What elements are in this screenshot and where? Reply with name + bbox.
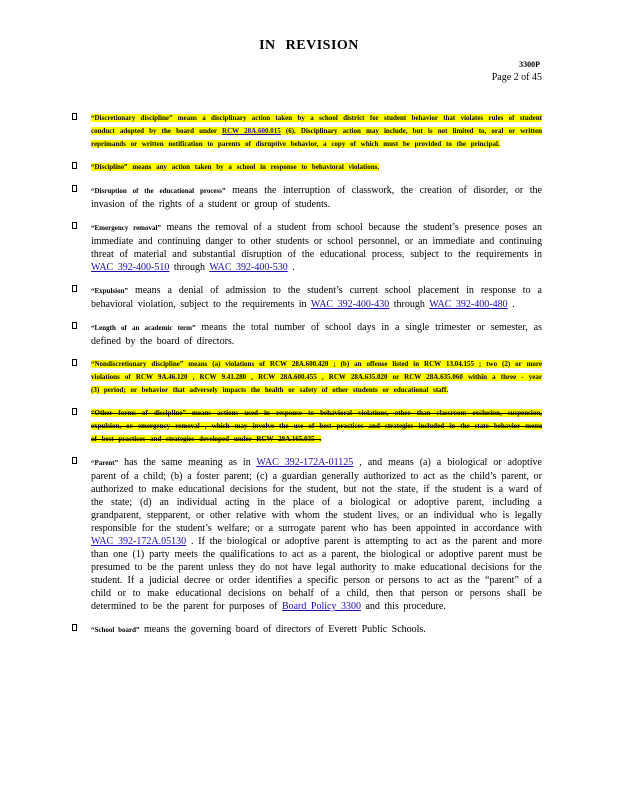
wac-link[interactable]: WAC 392-400-530 (209, 262, 288, 273)
definition-term: “Discretionary discipline” (91, 114, 173, 122)
definition-text: means the total number of school days in a single trimester or semester, as defined by the board of directors. (91, 322, 543, 347)
definition-text: has the same meaning as in (118, 457, 257, 468)
definition-text: means (a) violations of RCW 28A.600.420 ; (b) an offense listed in RCW 13.04.155 ; two (2) or more violations of RCW 9A.46.120 , RCW 9.41.280 , RCW 28A.600.455 , RCW 28A.635.020 or RCW 28A.635.060 within a three - year (3) period; or behavior that adversely impacts the health or safety of other students or educational staff. (91, 360, 542, 394)
definition-discipline (72, 161, 542, 174)
definition-disruption (72, 184, 542, 211)
definition-term: “Discipline” (91, 163, 128, 171)
checkbox-bullet-icon (72, 322, 77, 329)
wac-link[interactable]: WAC 392-172A.05130 (91, 536, 187, 547)
wac-link[interactable]: WAC 392-400-510 (91, 262, 170, 273)
page-title: IN REVISION (259, 38, 359, 53)
definition-term: “Other forms of discipline” (91, 409, 186, 417)
definition-term: “Expulsion” (91, 287, 128, 295)
definition-text: means actions used in response to behavioral violations, other than classroom exclusion, suspension, expulsion, or emergency removal , which may involve the use of best practices and strategies included in the state behavior menu of best practices and strategies developed under RCW 28A.165.035 . (91, 409, 542, 443)
definition-text: means any action taken by a school in response to behavioral violations. (127, 163, 380, 171)
definition-text: and this procedure. (360, 601, 446, 612)
checkbox-bullet-icon (72, 113, 77, 120)
definition-text: means the governing board of directors of Everett Public Schools. (139, 624, 426, 635)
definition-text: . If the biological or adoptive parent is attempting to act as the parent and more than one (1) party meets the qualifications to act as a parent, the biological or adoptive parent must be presumed to be the parent unless they do not have legal authority to make educational decisions for the student. If a judicial decree or order identifies a specific person or persons to act as the “parent” of a child or to make educational decisions on behalf of a child, then that person or persons shall be determined to be the parent for purposes of (91, 536, 542, 612)
definition-text: through (169, 262, 210, 273)
definition-text: through (389, 299, 430, 310)
definition-expulsion (72, 284, 542, 311)
definition-text: means a disciplinary action taken by a school district for student behavior that violates rules of student conduct adopted by the board under (91, 114, 542, 135)
checkbox-bullet-icon (72, 185, 77, 192)
definition-term: “Emergency removal” (91, 224, 161, 232)
wac-link[interactable]: WAC 392-400-480 (429, 299, 508, 310)
definition-text: . (287, 262, 295, 273)
board-policy-link[interactable]: Board Policy 3300 (281, 601, 361, 612)
checkbox-bullet-icon (72, 285, 77, 292)
wac-link[interactable]: WAC 392-172A-01125 (256, 457, 354, 468)
definition-other-forms-of-discipline (72, 407, 542, 446)
definition-term: “Disruption of the educational process” (91, 187, 226, 195)
definition-text: means the interruption of classwork, the creation of disorder, or the invasion of the rights of a student or group of students. (91, 185, 542, 210)
checkbox-bullet-icon (72, 359, 77, 366)
definition-nondiscretionary-discipline (72, 358, 542, 397)
definition-parent (72, 456, 542, 613)
definition-text: . (507, 299, 515, 310)
definitions-list (72, 112, 542, 647)
definition-text: means a denial of admission to the student’s current school placement in response to a behavioral violation, subject to the requirements in (91, 285, 542, 310)
rcw-link[interactable]: RCW 28A.600.015 (222, 127, 281, 135)
definition-length-of-academic-term (72, 321, 542, 348)
definition-term: “Parent” (91, 459, 119, 467)
document-code: 3300P (519, 60, 540, 69)
definition-term: “Nondiscretionary discipline” (91, 360, 184, 368)
checkbox-bullet-icon (72, 222, 77, 229)
definition-text: means the removal of a student from school because the student’s presence poses an immediate and continuing danger to other students or school personnel, or an immediate and continuing threat of material and substantial disruption of the educational process, subject to the requirements in (91, 222, 542, 260)
definition-text: , and means (a) a biological or adoptive parent of a child; (b) a foster parent; (c) a guardian generally authorized to act as the child’s parent, or authorized to make educational decisions for the student, but not the state, if the student is a ward of the state; (d) an individual acting in the place of a biological or adoptive parent, including a grandparent, stepparent, or other relative with whom the student lives, or an individual who is legally responsible for the student’s welfare; or a surrogate parent who has been appointed in accordance with (91, 457, 542, 534)
definition-term: “School board” (91, 626, 140, 634)
checkbox-bullet-icon (72, 162, 77, 169)
definition-emergency-removal (72, 221, 542, 274)
definition-school-board (72, 623, 542, 637)
checkbox-bullet-icon (72, 457, 77, 464)
definition-text: (6). Disciplinary action may include, but is not limited to, oral or written reprimands or written notification to parents of disruptive behavior, a copy of which must be provided to the principal. (91, 127, 543, 148)
definition-term: “Length of an academic term” (91, 324, 196, 332)
wac-link[interactable]: WAC 392-400-430 (310, 299, 390, 310)
page-number: Page 2 of 45 (491, 72, 542, 83)
checkbox-bullet-icon (72, 624, 77, 631)
checkbox-bullet-icon (72, 408, 77, 415)
definition-discretionary-discipline (72, 112, 542, 151)
